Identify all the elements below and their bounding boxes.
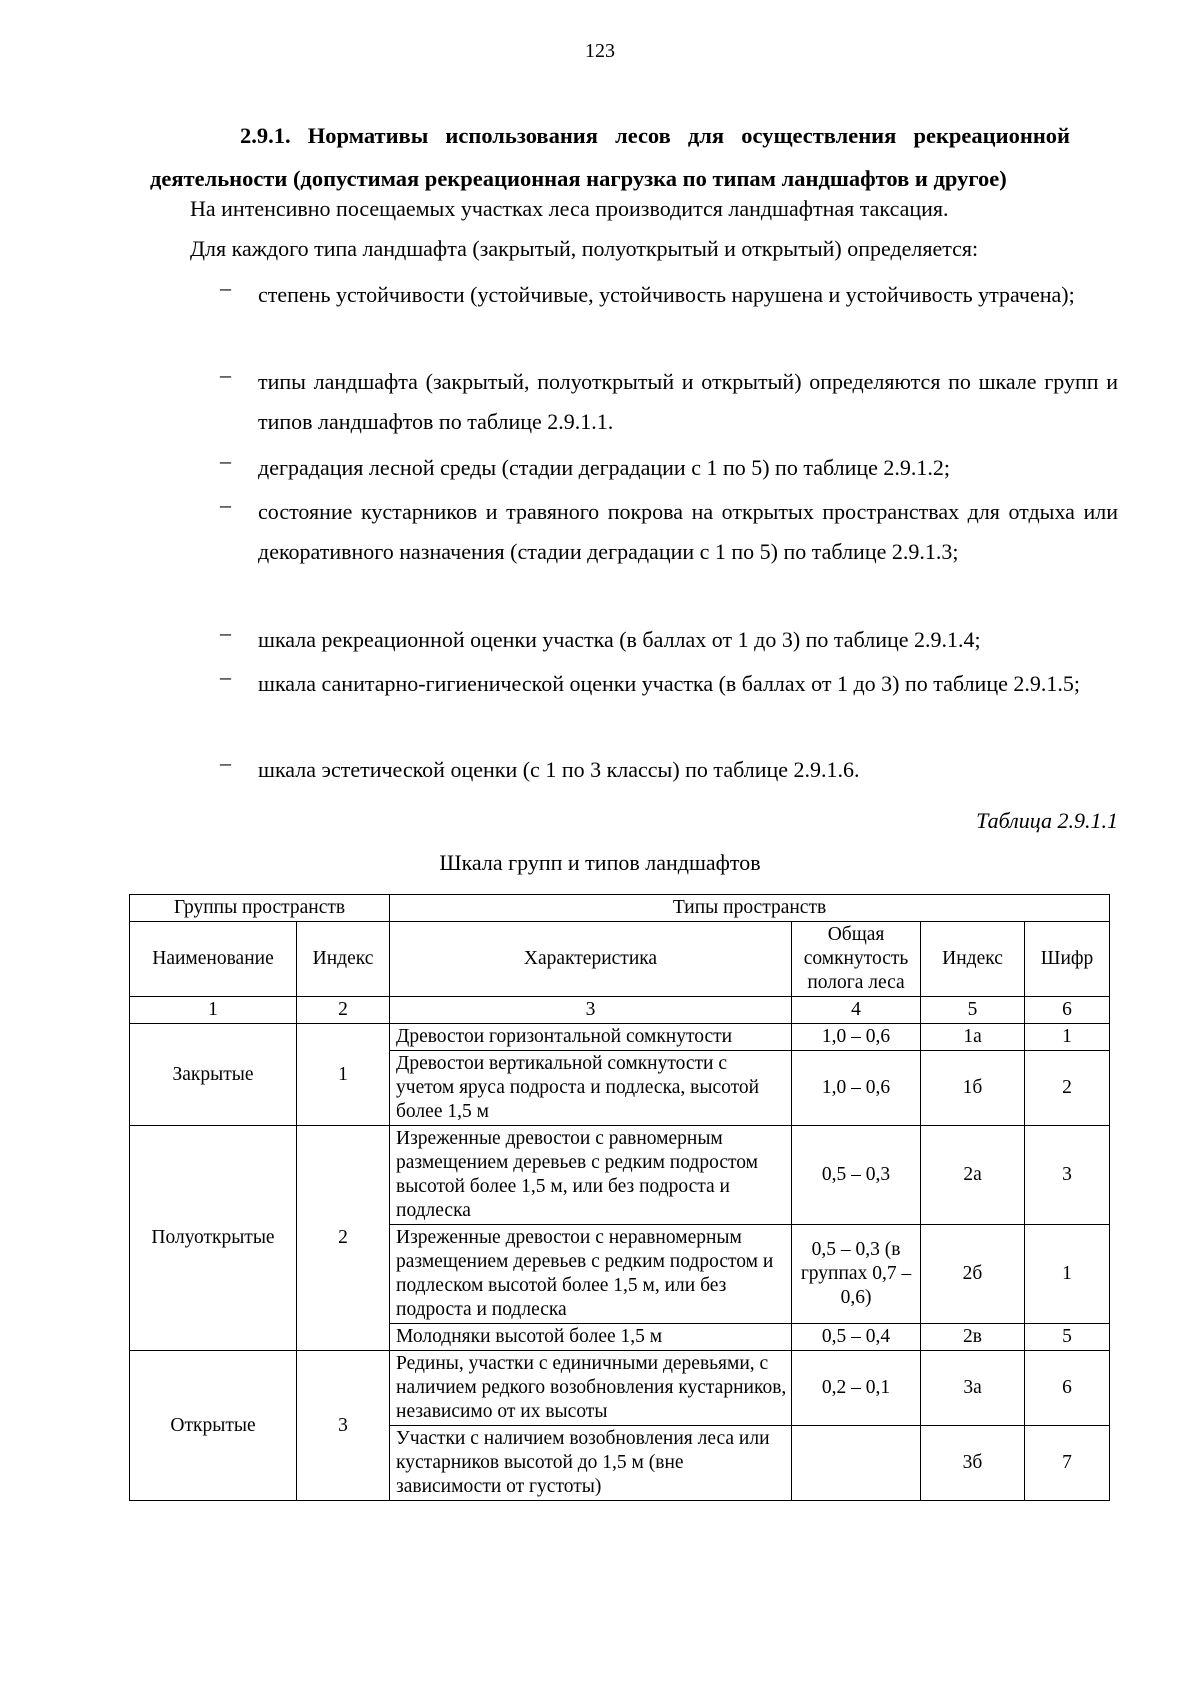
type-characteristic: Изреженные древостои с равномерным размещением деревьев с редким подростом высотой более 1,5 м, или без подроста и подлеска (390, 1126, 792, 1225)
type-code: 3 (1025, 1126, 1110, 1225)
bullet-item-degradation: деградация лесной среды (стадии деградации с 1 по 5) по таблице 2.9.1.2; (258, 455, 951, 480)
canopy-closure: 1,0 – 0,6 (792, 1051, 921, 1126)
column-header-code: Шифр (1025, 922, 1110, 997)
table-caption-number: Таблица 2.9.1.1 (976, 808, 1118, 833)
bullet-item-sanitary-score: шкала санитарно-гигиенической оценки участка (в баллах от 1 до 3) по таблице 2.9.1.5; (258, 671, 1080, 696)
canopy-closure: 0,5 – 0,3 (в группах 0,7 – 0,6) (792, 1225, 921, 1324)
column-number: 1 (130, 997, 297, 1024)
column-header-closure: Общая сомкнутость полога леса (792, 922, 921, 997)
bullet-item-stability: степень устойчивости (устойчивые, устойчивость нарушена и устойчивость утрачена); (258, 282, 1075, 307)
type-code: 5 (1025, 1324, 1110, 1351)
group-name: Полуоткрытые (130, 1126, 297, 1351)
column-header-name: Наименование (130, 922, 297, 997)
landscape-scale-table (129, 894, 1110, 1501)
bullet-item-shrubs: состояние кустарников и травяного покрова на открытых пространствах для отдыха или декоративного назначения (стадии деградации с 1 по 5) по таблице 2.9.1.3; (258, 499, 1118, 564)
type-characteristic: Участки с наличием возобновления леса или кустарников высотой до 1,5 м (вне зависимости от густоты) (390, 1426, 792, 1501)
group-name: Открытые (130, 1351, 297, 1501)
header-space-groups: Группы пространств (130, 895, 390, 922)
column-header-characteristic: Характеристика (390, 922, 792, 997)
column-number: 3 (390, 997, 792, 1024)
canopy-closure (792, 1426, 921, 1501)
type-code: 1 (1025, 1024, 1110, 1051)
bullet-marker: – (220, 750, 231, 775)
type-code: 1 (1025, 1225, 1110, 1324)
table-header-row (130, 895, 1110, 922)
type-index: 1а (921, 1024, 1025, 1051)
column-number: 5 (921, 997, 1025, 1024)
column-number: 2 (297, 997, 390, 1024)
bullet-marker: – (220, 448, 231, 473)
group-name: Закрытые (130, 1024, 297, 1126)
bullet-marker: – (220, 664, 231, 689)
type-index: 2б (921, 1225, 1025, 1324)
bullet-item-recreational-score: шкала рекреационной оценки участка (в баллах от 1 до 3) по таблице 2.9.1.4; (258, 627, 981, 652)
group-index: 2 (297, 1126, 390, 1351)
column-number-row (130, 997, 1110, 1024)
column-number: 4 (792, 997, 921, 1024)
bullet-marker: – (220, 275, 231, 300)
type-characteristic: Молодняки высотой более 1,5 м (390, 1324, 792, 1351)
bullet-item-aesthetic-score: шкала эстетической оценки (с 1 по 3 классы) по таблице 2.9.1.6. (258, 757, 860, 782)
type-characteristic: Редины, участки с единичными деревьями, с наличием редкого возобновления кустарников, независимо от их высоты (390, 1351, 792, 1426)
page-number: 123 (585, 40, 615, 62)
type-index: 2а (921, 1126, 1025, 1225)
type-characteristic: Древостои вертикальной сомкнутости с учетом яруса подроста и подлеска, высотой более 1,5 м (390, 1051, 792, 1126)
column-number: 6 (1025, 997, 1110, 1024)
table-caption-title: Шкала групп и типов ландшафтов (439, 850, 761, 875)
bullet-marker: – (220, 362, 231, 387)
section-heading: 2.9.1. Нормативы использования лесов для осуществления рекреационной деятельности (допустимая рекреационная нагрузка по типам ландшафтов и другое) (150, 123, 1070, 191)
canopy-closure: 0,5 – 0,3 (792, 1126, 921, 1225)
table-header-row (130, 922, 1110, 997)
canopy-closure: 1,0 – 0,6 (792, 1024, 921, 1051)
type-code: 2 (1025, 1051, 1110, 1126)
group-index: 1 (297, 1024, 390, 1126)
type-index: 3а (921, 1351, 1025, 1426)
type-code: 7 (1025, 1426, 1110, 1501)
table-row (130, 1126, 1110, 1225)
canopy-closure: 0,2 – 0,1 (792, 1351, 921, 1426)
paragraph-list-lead: Для каждого типа ландшафта (закрытый, полуоткрытый и открытый) определяется: (190, 236, 979, 261)
table-row (130, 1351, 1110, 1426)
header-space-types: Типы пространств (390, 895, 1110, 922)
column-header-group-index: Индекс (297, 922, 390, 997)
bullet-item-landscape-types: типы ландшафта (закрытый, полуоткрытый и открытый) определяются по шкале групп и типов ландшафтов по таблице 2.9.1.1. (258, 369, 1118, 434)
bullet-marker: – (220, 620, 231, 645)
column-header-type-index: Индекс (921, 922, 1025, 997)
type-index: 3б (921, 1426, 1025, 1501)
type-characteristic: Древостои горизонтальной сомкнутости (390, 1024, 792, 1051)
canopy-closure: 0,5 – 0,4 (792, 1324, 921, 1351)
type-code: 6 (1025, 1351, 1110, 1426)
type-characteristic: Изреженные древостои с неравномерным размещением деревьев с редким подростом и подлеском высотой более 1,5 м, или без подроста и подлеска (390, 1225, 792, 1324)
type-index: 1б (921, 1051, 1025, 1126)
type-index: 2в (921, 1324, 1025, 1351)
table-row (130, 1024, 1110, 1051)
bullet-marker: – (220, 492, 231, 517)
group-index: 3 (297, 1351, 390, 1501)
paragraph-intro: На интенсивно посещаемых участках леса производится ландшафтная таксация. (190, 196, 949, 221)
